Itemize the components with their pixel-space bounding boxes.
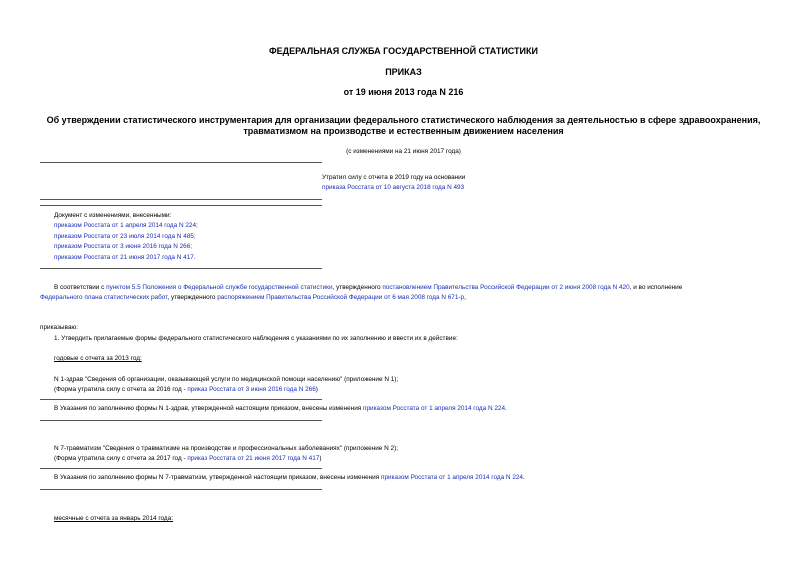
form1-title: N 1-здрав "Сведения об организации, оказывающей услуги по медицинской помощи населению" (приложение N 1); — [54, 376, 399, 383]
preamble-text: , — [464, 294, 466, 301]
preamble-text: , утвержденного — [332, 284, 383, 291]
prikazyvayu: приказываю: — [40, 324, 78, 331]
form7-lost-link[interactable]: приказ Росстата от 21 июня 2017 года N 417 — [187, 455, 320, 462]
date-number-heading: от 19 июня 2013 года N 216 — [343, 87, 464, 97]
preamble-text: В соответствии с — [54, 284, 107, 291]
doc-type-heading: ПРИКАЗ — [385, 67, 422, 77]
amendment-link[interactable]: приказом Росстата от 3 июня 2016 года N 266; — [54, 243, 193, 250]
form1-note — [54, 405, 507, 413]
monthly-heading: месячные с отчета за январь 2014 года: — [54, 515, 173, 522]
lost-force-link[interactable]: приказа Росстата от 10 августа 2018 года N 493 — [322, 184, 465, 191]
form7-note-text: . — [522, 474, 525, 481]
divider — [40, 468, 322, 469]
form7-lost-force — [54, 455, 321, 463]
form7-title: N 7-травматизм "Сведения о травматизме на производстве и профессиональных заболеваниях" (приложение N 2); — [54, 445, 398, 452]
amendments-intro: Документ с изменениями, внесенными: — [54, 212, 172, 219]
form1-note-text: . — [505, 405, 507, 412]
amendment-link[interactable]: приказом Росстата от 1 апреля 2014 года N 224; — [54, 222, 198, 229]
divider — [40, 268, 322, 269]
preamble-link[interactable]: постановлением Правительства Российской Федерации от 2 июня 2008 года N 420 — [382, 284, 630, 291]
amendment-link[interactable]: приказом Росстата от 21 июня 2017 года N 417. — [54, 254, 196, 261]
form7-lost-text: (Форма утратила силу с отчета за 2017 год - — [54, 455, 188, 462]
title-line-2: травматизмом на производстве и естественным движением населения — [243, 126, 564, 136]
form7-lost-text: ) — [319, 455, 322, 462]
form1-note-text: В Указания по заполнению формы N 1-здрав, утвержденной настоящим приказом, внесены изменения — [54, 405, 364, 412]
divider — [40, 489, 322, 490]
divider — [40, 205, 322, 206]
preamble-link[interactable]: Федерального плана статистических работ — [40, 294, 168, 301]
form1-lost-force — [54, 386, 318, 394]
agency-heading: ФЕДЕРАЛЬНАЯ СЛУЖБА ГОСУДАРСТВЕННОЙ СТАТИСТИКИ — [269, 46, 538, 56]
form7-note-text: В Указания по заполнению формы N 7-травматизм, утвержденной настоящим приказом, внесены изменения — [54, 474, 381, 481]
form1-lost-text: ) — [315, 386, 318, 393]
preamble-link[interactable]: распоряжением Правительства Российской Федерации от 6 мая 2008 года N 671-р — [217, 294, 465, 301]
divider — [40, 399, 322, 400]
edition-note: (с изменениями на 21 июня 2017 года) — [346, 148, 461, 155]
divider — [40, 199, 322, 200]
form1-lost-text: (Форма утратила силу с отчета за 2016 год - — [54, 386, 188, 393]
preamble-line-1 — [54, 284, 682, 292]
form1-note-link[interactable]: приказом Росстата от 1 апреля 2014 года N 224 — [363, 405, 506, 412]
title-line-1: Об утверждении статистического инструментария для организации федерального статистического наблюдения за деятельностью в сфере здравоохранения, — [46, 115, 761, 125]
lost-force-text: Утратил силу с отчета в 2019 году на основании — [322, 174, 466, 181]
preamble-link[interactable]: пунктом 5.5 Положения о Федеральной службе государственной статистики — [106, 284, 333, 291]
annual-heading: годовые с отчета за 2013 год: — [54, 355, 142, 362]
preamble-text: , утвержденного — [167, 294, 218, 301]
preamble-line-2 — [40, 294, 466, 302]
divider — [40, 162, 322, 163]
form7-note-link[interactable]: приказом Росстата от 1 апреля 2014 года N 224 — [380, 474, 523, 481]
amendment-link[interactable]: приказом Росстата от 23 июля 2014 года N 485; — [54, 233, 196, 240]
form7-note — [54, 474, 525, 482]
form1-lost-link[interactable]: приказ Росстата от 3 июня 2016 года N 266 — [187, 386, 316, 393]
preamble-text: , и во исполнение — [629, 284, 683, 291]
divider — [40, 420, 322, 421]
order-item-1: 1. Утвердить прилагаемые формы федерального статистического наблюдения с указаниями по их заполнению и ввести их в действие: — [54, 335, 458, 342]
